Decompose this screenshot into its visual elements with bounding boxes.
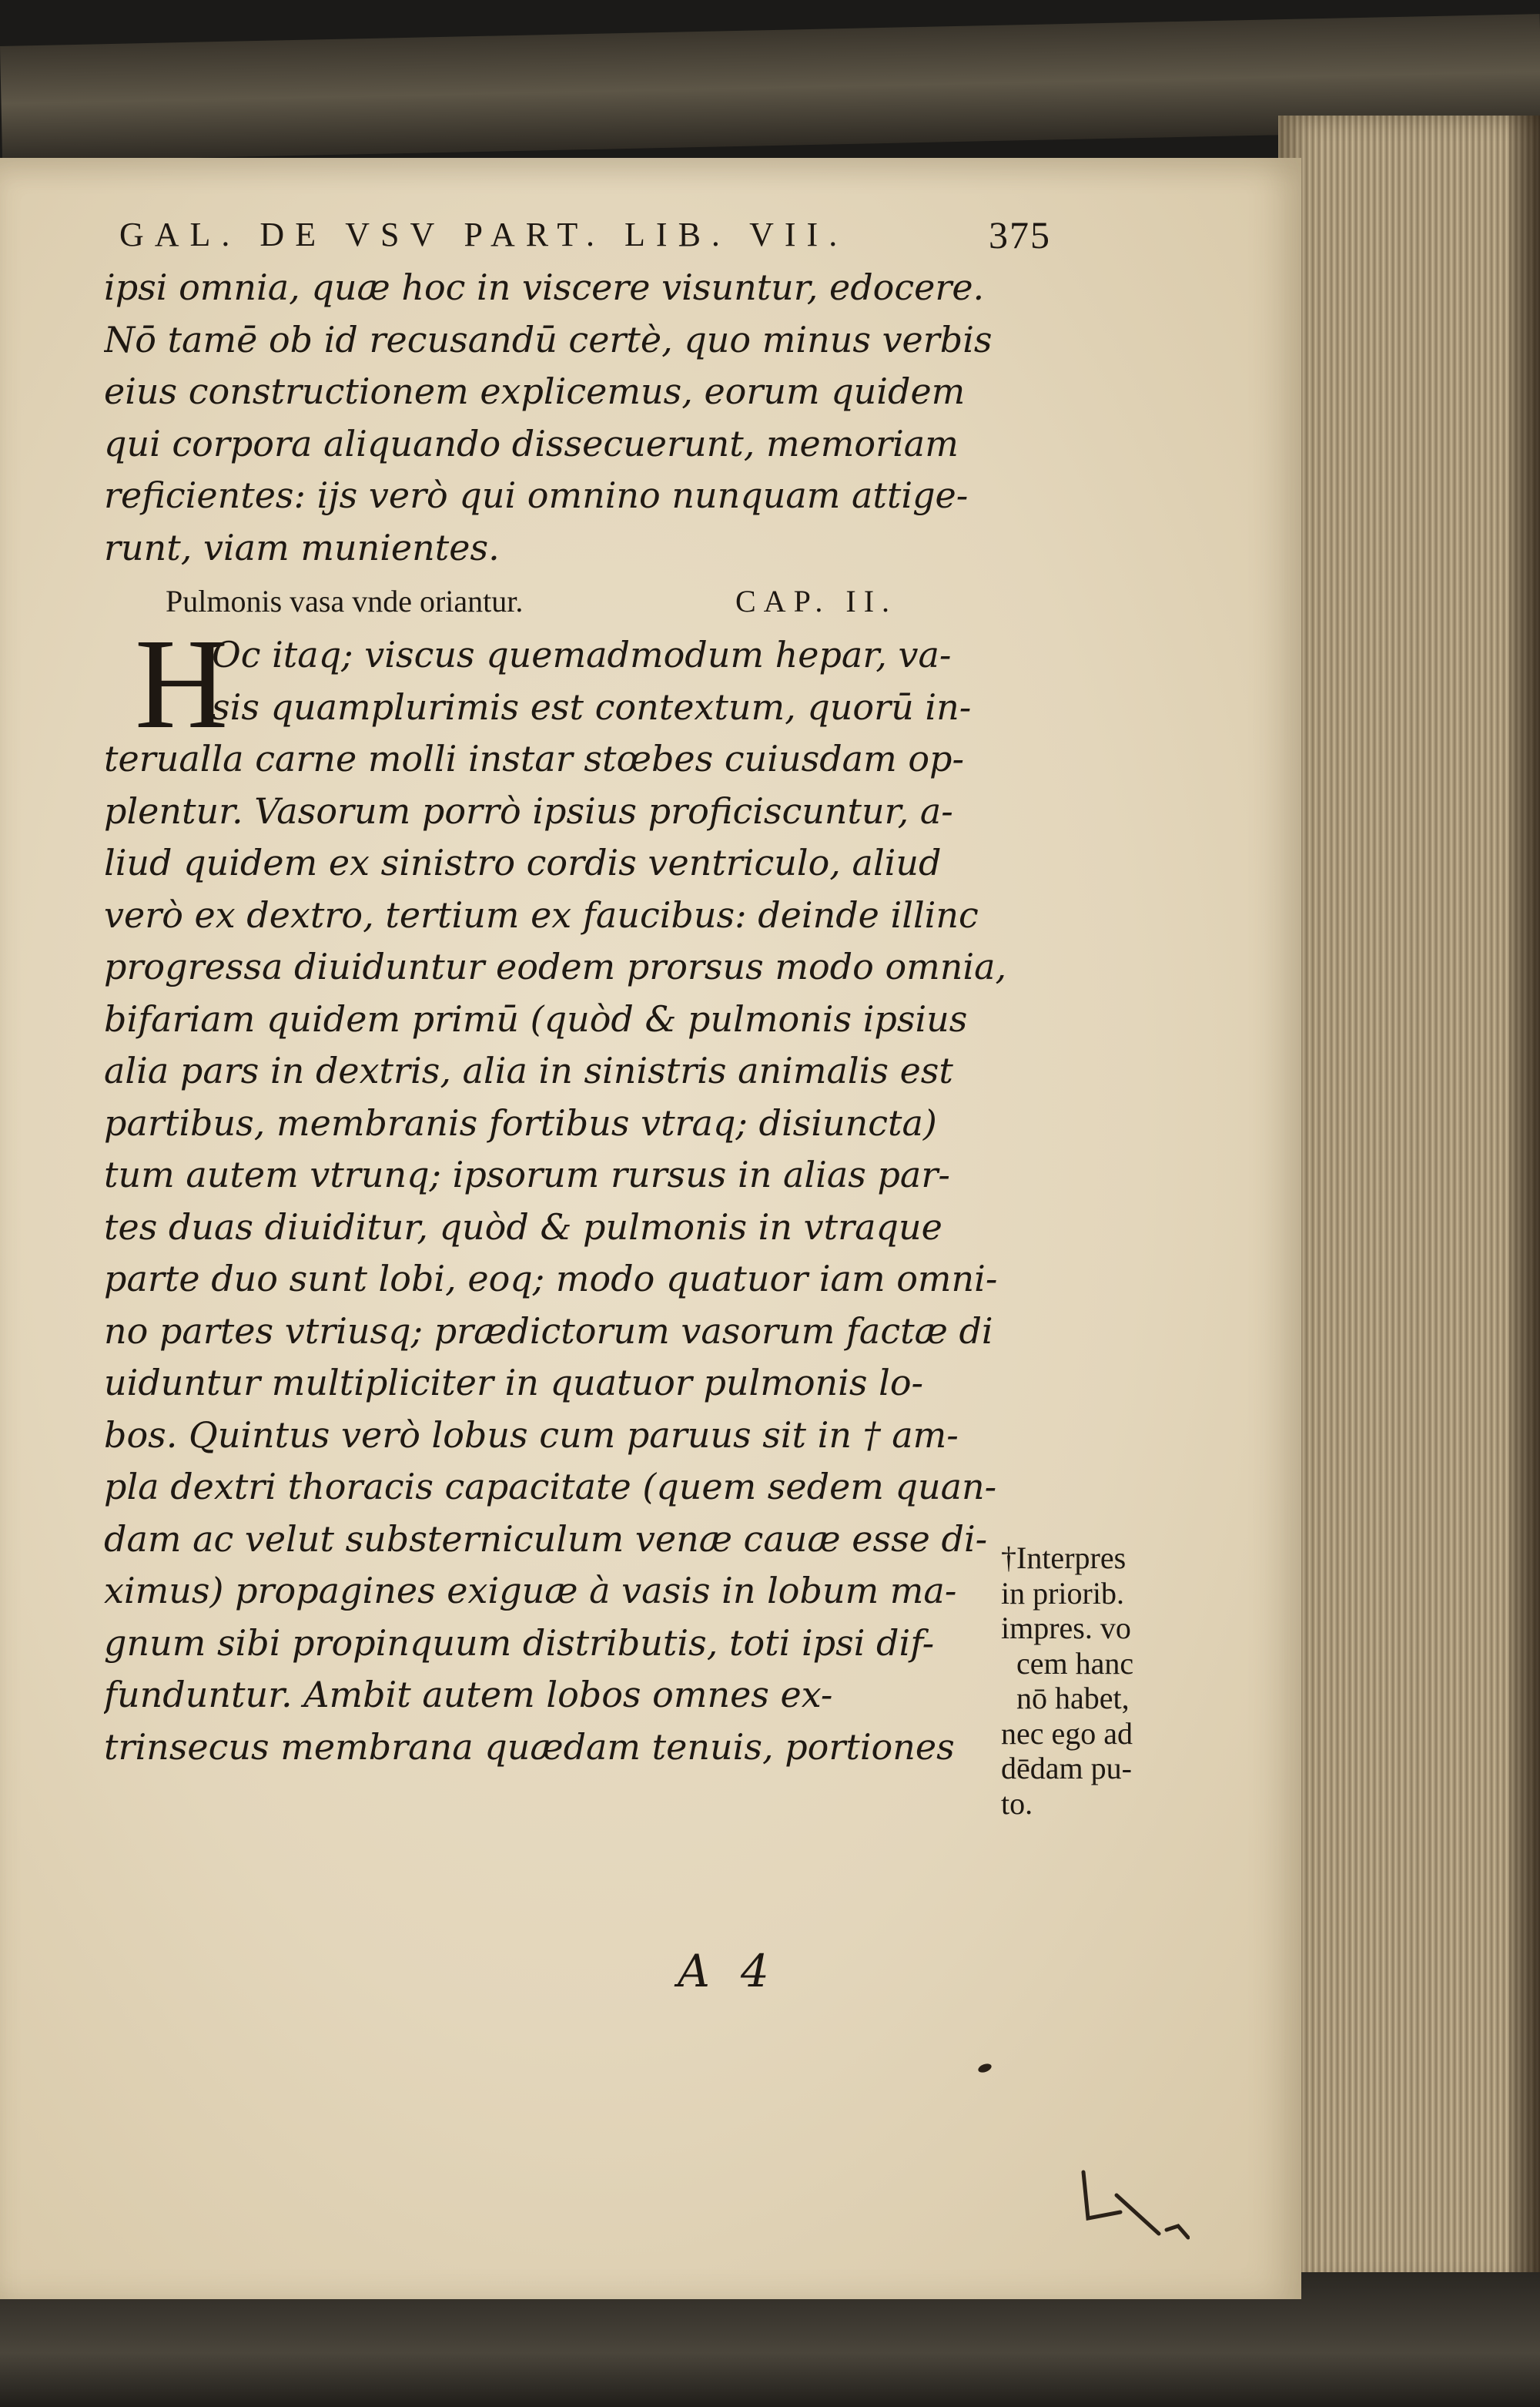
- fore-edge-shadow: [1509, 116, 1540, 2288]
- page-number: 375: [989, 213, 1051, 256]
- chapter-title: Pulmonis vasa vnde oriantur.: [166, 584, 524, 619]
- text-line: reficientes: ijs verò qui omnino nunquam attige-: [104, 474, 969, 516]
- running-head: [104, 208, 1051, 262]
- text-line: verò ex dextro, tertium ex faucibus: deinde illinc: [104, 893, 979, 936]
- text-block: [104, 208, 1051, 1773]
- drop-cap: H: [135, 612, 229, 756]
- text-line: bifariam quidem primū (quòd & pulmonis ipsius: [104, 997, 968, 1040]
- page-fore-edge: [1278, 116, 1540, 2288]
- running-head-title: GAL. DE VSV PART. LIB. VII.: [119, 216, 849, 253]
- text-line: parte duo sunt lobi, eoq; modo quatuor iam omni-: [104, 1258, 998, 1299]
- marginal-note-line: in priorib.: [1001, 1575, 1124, 1611]
- text-line: Nō tamē ob id recusandū certè, quo minus verbis: [104, 318, 993, 360]
- text-line: progressa diuiduntur eodem prorsus modo omnia,: [104, 946, 1007, 987]
- text-line: terualla carne molli instar stœbes cuiusdam op-: [104, 738, 965, 779]
- text-line: ipsi omnia, quæ hoc in viscere visuntur, edocere.: [104, 267, 985, 308]
- marginal-note-line: †Interpres: [1001, 1540, 1127, 1575]
- text-line: alia pars in dextris, alia in sinistris animalis est: [104, 1050, 953, 1091]
- chapter-number: CAP. II.: [735, 584, 898, 619]
- text-line: plentur. Vasorum porrò ipsius proficiscuntur, a-: [104, 789, 953, 832]
- marginal-note-line: cem hanc: [1016, 1645, 1134, 1681]
- text-line: uiduntur multipliciter in quatuor pulmonis lo-: [104, 1362, 924, 1403]
- text-line: funduntur. Ambit autem lobos omnes ex-: [104, 1674, 833, 1715]
- text-line: qui corpora aliquando dissecuerunt, memoriam: [104, 422, 959, 464]
- handwritten-mark-icon: [1074, 2164, 1190, 2249]
- marginal-note-line: to.: [1001, 1785, 1033, 1821]
- text-line: no partes vtriusq; prædictorum vasorum factæ di: [104, 1309, 993, 1352]
- text-line: partibus, membranis fortibus vtraq; disiuncta): [104, 1101, 937, 1144]
- marginal-note-line: impres. vo: [1001, 1611, 1131, 1645]
- marginal-note: [1001, 1540, 1232, 1821]
- text-line: bos. Quintus verò lobus cum paruus sit in † am-: [104, 1413, 959, 1456]
- signature-mark: [678, 1945, 800, 1997]
- text-line: Oc itaq; viscus quemadmodum hepar, va-: [212, 634, 952, 676]
- marginal-note-line: nec ego ad: [1001, 1715, 1133, 1751]
- chapter-heading: [104, 574, 1051, 629]
- text-line: gnum sibi propinquum distributis, toti ipsi dif-: [104, 1621, 935, 1664]
- text-line: ximus) propagines exiguæ à vasis in lobum ma-: [104, 1570, 957, 1611]
- initial-paragraph: [104, 612, 1051, 756]
- signature-letter: A: [678, 1945, 741, 1997]
- text-line: tes duas diuiditur, quòd & pulmonis in vtraque: [104, 1205, 942, 1248]
- text-line: runt, viam munientes.: [104, 526, 500, 568]
- text-line: trinsecus membrana quædam tenuis, portiones: [104, 1725, 955, 1768]
- text-line: liud quidem ex sinistro cordis ventriculo, aliud: [104, 842, 942, 883]
- text-line: eius constructionem explicemus, eorum quidem: [104, 370, 966, 412]
- text-line: tum autem vtrunq; ipsorum rursus in alias par-: [104, 1154, 950, 1195]
- marginal-note-line: nō habet,: [1016, 1681, 1130, 1715]
- text-line: pla dextri thoracis capacitate (quem sedem quan-: [104, 1466, 997, 1507]
- text-line: sis quamplurimis est contextum, quorū in-: [212, 686, 972, 728]
- signature-number: 4: [740, 1945, 800, 1997]
- marginal-note-line: dēdam pu-: [1001, 1751, 1132, 1785]
- text-line: dam ac velut substerniculum venæ cauæ esse di-: [104, 1517, 988, 1560]
